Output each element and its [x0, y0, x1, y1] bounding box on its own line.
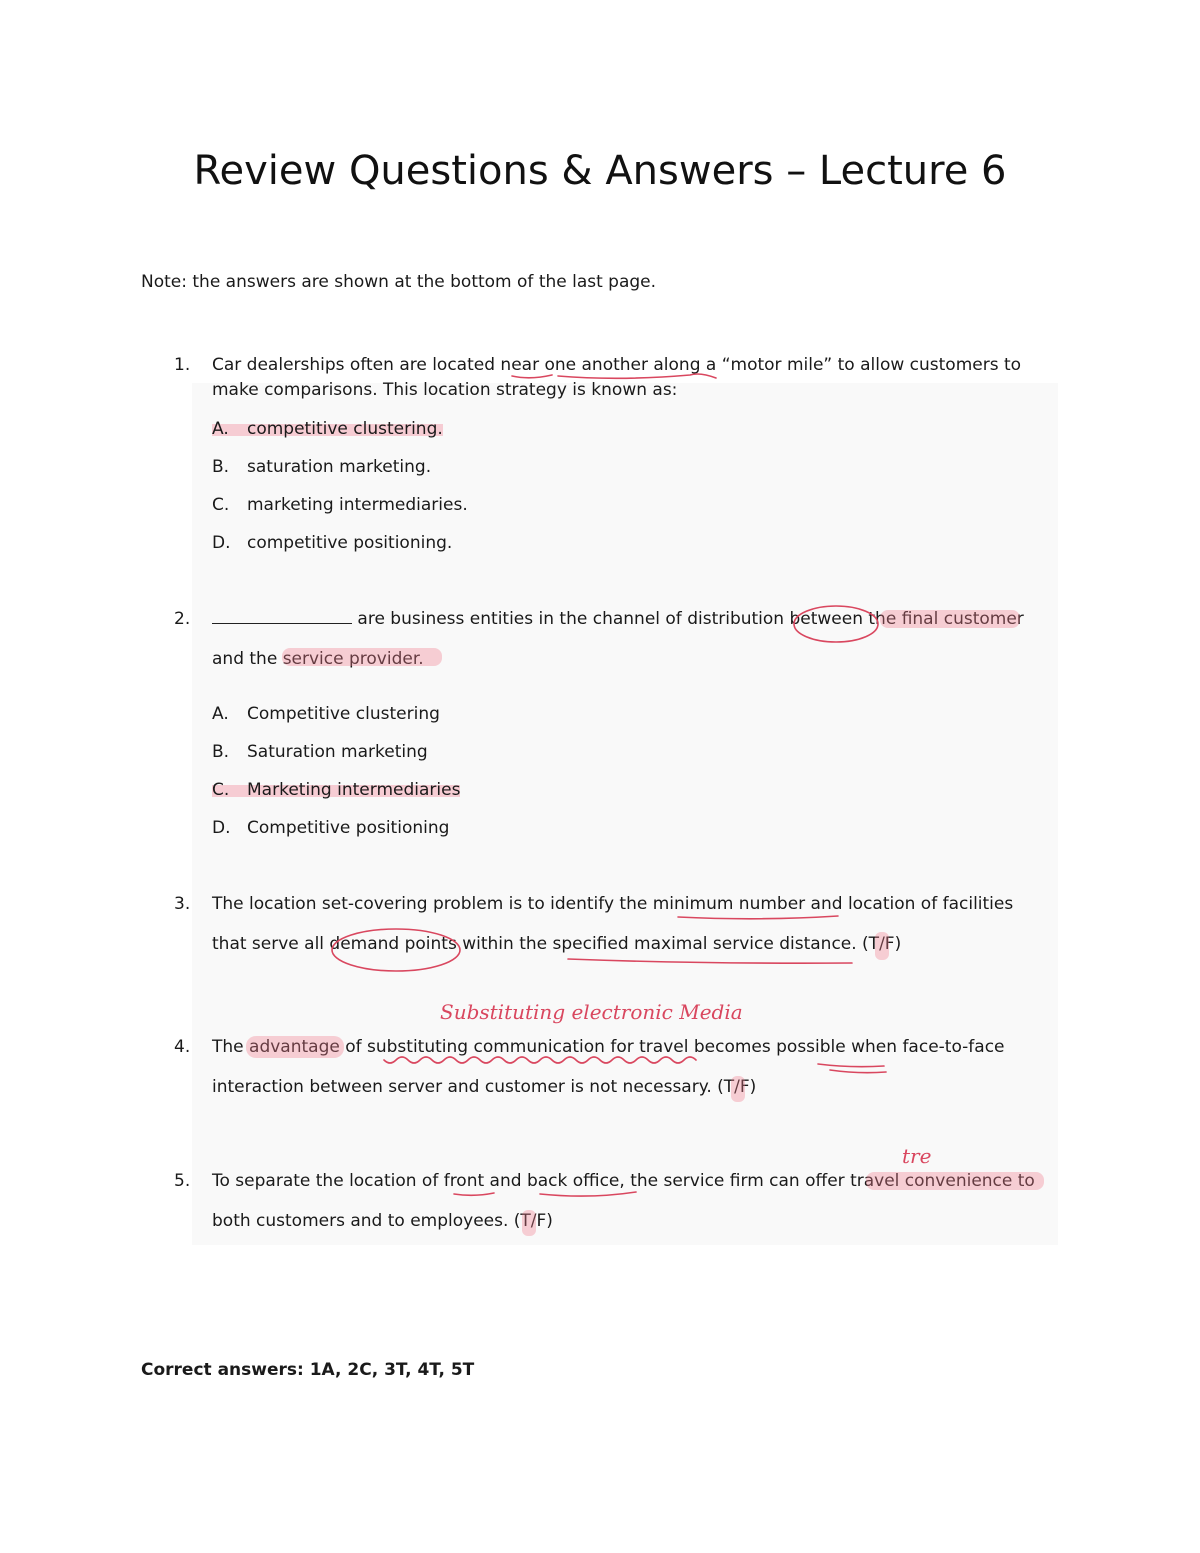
option-letter: B.: [212, 742, 230, 762]
option-text: Competitive positioning: [247, 818, 450, 838]
option-1a: [212, 419, 443, 439]
option-text: Competitive clustering: [247, 704, 440, 724]
option-2b: [212, 742, 428, 762]
option-letter: D.: [212, 533, 231, 553]
correct-answers: Correct answers: 1A, 2C, 3T, 4T, 5T: [141, 1360, 475, 1380]
option-1d: [212, 533, 452, 553]
question-number: 4.: [174, 1037, 191, 1057]
question-line: The location set-covering problem is to identify the minimum number and location of facilities: [212, 894, 1014, 914]
question-number: 1.: [174, 355, 191, 375]
option-text: saturation marketing.: [247, 457, 432, 477]
question-text: [212, 1037, 1059, 1097]
option-1c: [212, 495, 468, 515]
answer-blank: [212, 609, 352, 624]
question-line: make comparisons. This location strategy is known as:: [212, 380, 678, 400]
question-number: 3.: [174, 894, 191, 914]
question-line: that serve all demand points within the specified maximal service distance. (T/F): [212, 934, 902, 954]
option-letter: B.: [212, 457, 230, 477]
question-number: 5.: [174, 1171, 191, 1191]
option-letter: C.: [212, 780, 247, 800]
question-line: interaction between server and customer is not necessary. (T/F): [212, 1077, 757, 1097]
option-1b: [212, 457, 431, 477]
handwritten-note: Substituting electronic Media: [440, 1000, 743, 1024]
option-text: Marketing intermediaries: [247, 780, 461, 800]
option-letter: A.: [212, 419, 247, 439]
question-text: [212, 894, 1059, 954]
question-line: and the service provider.: [212, 649, 424, 669]
question-line: The advantage of substituting communication for travel becomes possible when face-to-face: [212, 1037, 1005, 1057]
question-line: Car dealerships often are located near one another along a “motor mile” to allow customers to: [212, 355, 1022, 375]
option-2c: [212, 780, 460, 800]
page-title: Review Questions & Answers – Lecture 6: [193, 148, 1007, 194]
option-text: marketing intermediaries.: [247, 495, 468, 515]
question-text: [212, 1171, 1059, 1231]
option-letter: C.: [212, 495, 230, 515]
handwritten-note: tre: [902, 1144, 932, 1168]
question-line: both customers and to employees. (T/F): [212, 1211, 553, 1231]
option-text: competitive clustering.: [247, 419, 443, 439]
question-number: 2.: [174, 609, 191, 629]
question-line-text: are business entities in the channel of distribution between the final customer: [357, 609, 1024, 629]
option-text: Saturation marketing: [247, 742, 428, 762]
question-line: [212, 609, 1059, 649]
option-2d: [212, 818, 449, 838]
question-text: [212, 355, 1059, 400]
note: Note: the answers are shown at the bottom of the last page.: [141, 272, 657, 292]
option-letter: A.: [212, 704, 229, 724]
option-text: competitive positioning.: [247, 533, 453, 553]
question-text: [212, 609, 1059, 669]
question-line: To separate the location of front and back office, the service firm can offer travel convenience to: [212, 1171, 1035, 1191]
option-2a: [212, 704, 440, 724]
option-letter: D.: [212, 818, 231, 838]
